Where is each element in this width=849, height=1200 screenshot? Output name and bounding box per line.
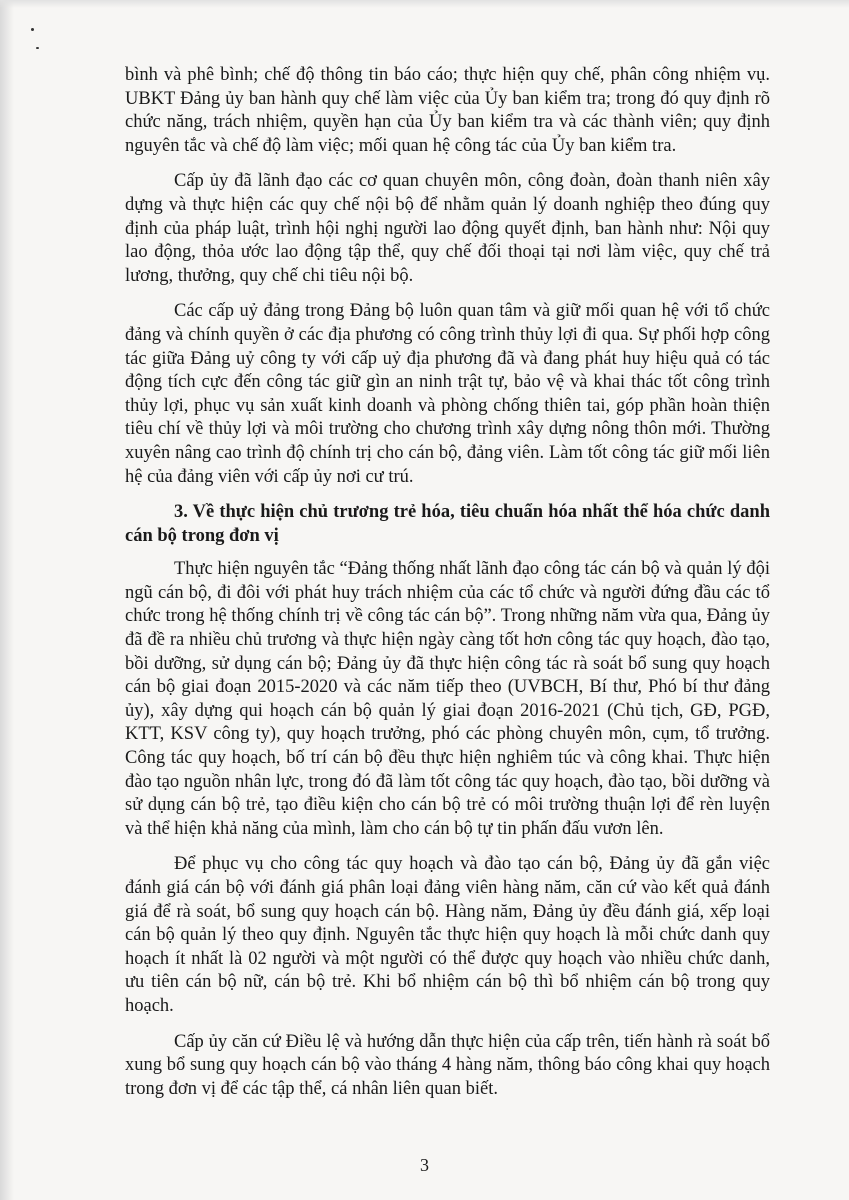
- section-heading: 3. Về thực hiện chủ trương trẻ hóa, tiêu chuẩn hóa nhất thể hóa chức danh cán bộ trong đơn vị: [125, 502, 770, 546]
- paragraph: Cấp ủy căn cứ Điều lệ và hướng dẫn thực hiện của cấp trên, tiến hành rà soát bổ xung bổ sung quy hoạch cán bộ vào tháng 4 hàng năm, thông báo công khai quy hoạch trong đơn vị để các tập thể, cá nhân liên quan biết.: [125, 1031, 770, 1099]
- page-number: 3: [420, 1155, 429, 1175]
- scan-edge-shadow: [0, 0, 14, 1200]
- scan-speck: [31, 28, 34, 31]
- paragraph: Để phục vụ cho công tác quy hoạch và đào tạo cán bộ, Đảng ủy đã gắn việc đánh giá cán bộ với đánh giá phân loại đảng viên hàng năm, căn cứ vào kết quả đánh giá để rà soát, bổ sung quy hoạch cán bộ. Hàng năm, Đảng ủy đều đánh giá, xếp loại cán bộ quản lý theo quy định. Nguyên tắc thực hiện quy hoạch là mỗi chức danh quy hoạch ít nhất là 02 người và một người có thể được quy hoạch vào nhiều chức danh, ưu tiên cán bộ nữ, cán bộ trẻ. Khi bổ nhiệm cán bộ thì bổ nhiệm cán bộ trong quy hoạch.: [125, 854, 770, 1016]
- paragraph: Các cấp uỷ đảng trong Đảng bộ luôn quan tâm và giữ mối quan hệ với tổ chức đảng và chính quyền ở các địa phương có công trình thủy lợi đi qua. Sự phối hợp công tác giữa Đảng uỷ công ty với cấp uỷ địa phương đã và đang phát huy hiệu quả có tác động tích cực đến công tác giữ gìn an ninh trật tự, bảo vệ và khai thác tốt công trình thủy lợi, phục vụ sản xuất kinh doanh và phòng chống thiên tai, góp phần hoàn thiện tiêu chí về thủy lợi và môi trường cho chương trình xây dựng nông thôn mới. Thường xuyên nâng cao trình độ chính trị cho cán bộ, đảng viên. Làm tốt công tác giữ mối liên hệ của đảng viên với cấp ủy nơi cư trú.: [125, 301, 770, 487]
- scan-speck: [36, 47, 39, 49]
- paragraph: Thực hiện nguyên tắc “Đảng thống nhất lãnh đạo công tác cán bộ và quản lý đội ngũ cán bộ, đi đôi với phát huy trách nhiệm của các tổ chức và người đứng đầu các tổ chức trong hệ thống chính trị về công tác cán bộ”. Trong những năm vừa qua, Đảng ủy đã đề ra nhiều chủ trương và thực hiện ngày càng tốt hơn công tác quy hoạch, đào tạo, bồi dưỡng, sử dụng cán bộ; Đảng ủy đã thực hiện công tác rà soát bổ sung quy hoạch cán bộ giai đoạn 2015-2020 và các năm tiếp theo (UVBCH, Bí thư, Phó bí thư đảng ủy), xây dựng qui hoạch cán bộ quản lý giai đoạn 2016-2021 (Chủ tịch, GĐ, PGĐ, KTT, KSV công ty), quy hoạch trưởng, phó các phòng chuyên môn, cụm, tổ trưởng. Công tác quy hoạch, bố trí cán bộ đều thực hiện nghiêm túc và công khai. Thực hiện đào tạo nguồn nhân lực, trong đó đã làm tốt công tác quy hoạch, đào tạo, bồi dưỡng và sử dụng cán bộ trẻ, tạo điều kiện cho cán bộ trẻ có môi trường thuận lợi để rèn luyện và thể hiện khả năng của mình, làm cho cán bộ tự tin phấn đấu vươn lên.: [125, 559, 770, 839]
- scan-top-shadow: [0, 0, 849, 8]
- paragraph-continued: bình và phê bình; chế độ thông tin báo cáo; thực hiện quy chế, phân công nhiệm vụ. UBKT Đảng ủy ban hành quy chế làm việc của Ủy ban kiểm tra; trong đó quy định rõ chức năng, trách nhiệm, quyền hạn của Ủy ban kiểm tra và các thành viên; quy định nguyên tắc và chế độ làm việc; mối quan hệ công tác của Ủy ban kiểm tra.: [125, 65, 770, 156]
- paragraph: Cấp ủy đã lãnh đạo các cơ quan chuyên môn, công đoàn, đoàn thanh niên xây dựng và thực hiện các quy chế nội bộ để nhằm quản lý doanh nghiệp theo đúng quy định của pháp luật, trình hội nghị người lao động quyết định, ban hành như: Nội quy lao động, thỏa ước lao động tập thể, quy chế đối thoại tại nơi làm việc, quy chế trả lương, thưởng, quy chế chi tiêu nội bộ.: [125, 171, 770, 286]
- document-body: [125, 64, 770, 1113]
